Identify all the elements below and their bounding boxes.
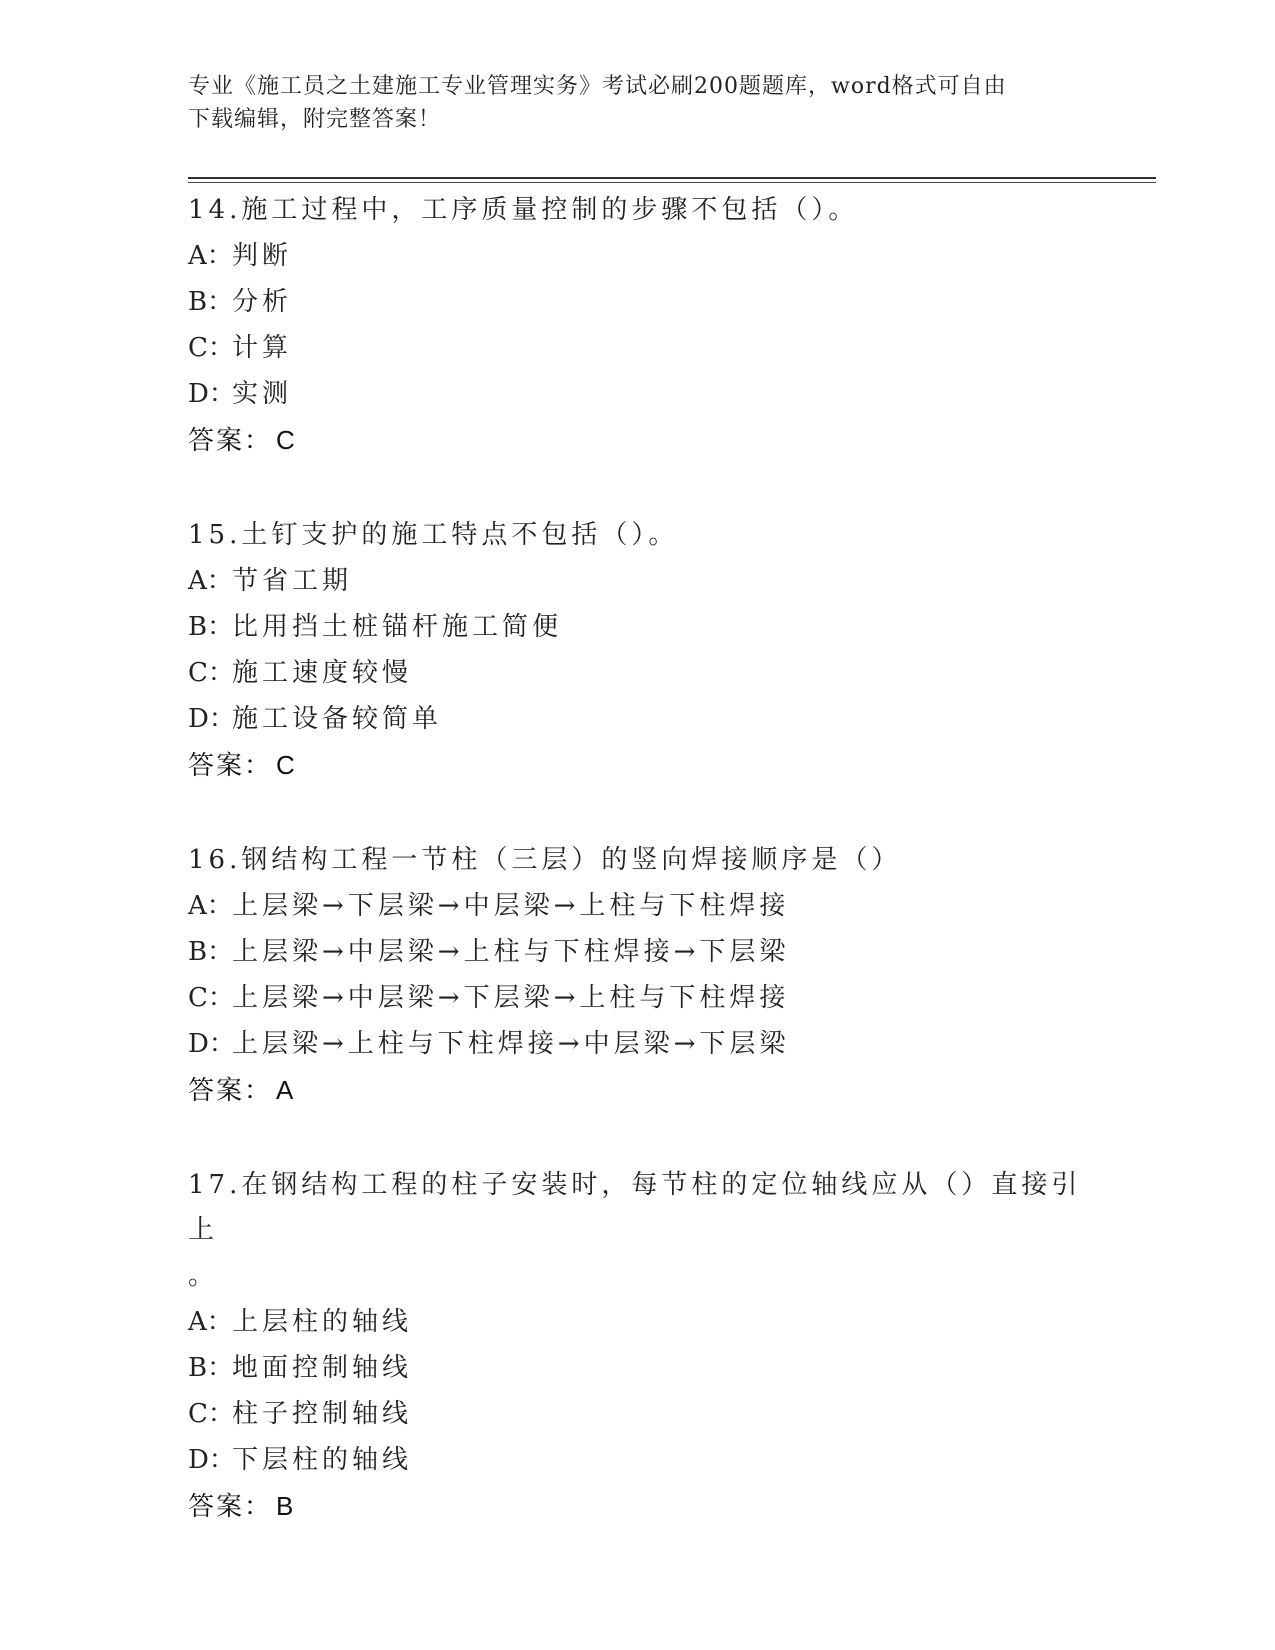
- option-d: [188, 696, 1088, 742]
- option-text: 柱子控制轴线: [232, 1399, 413, 1429]
- option-text: 地面控制轴线: [232, 1353, 413, 1383]
- option-text: 上层梁→中层梁→下层梁→上柱与下柱焊接: [232, 983, 790, 1013]
- option-key: B：: [188, 612, 234, 642]
- option-b: [188, 604, 1088, 650]
- option-key: A：: [188, 1307, 233, 1337]
- option-a: [188, 558, 1088, 604]
- option-key: C：: [188, 333, 234, 363]
- option-c: [188, 650, 1088, 696]
- option-key: A：: [188, 241, 233, 271]
- option-text: 施工设备较简单: [232, 704, 443, 734]
- option-b: [188, 279, 1088, 325]
- answer-value: C: [276, 750, 295, 780]
- option-key: A：: [188, 891, 233, 921]
- header-line-1: 专业《施工员之土建施工专业管理实务》考试必刷200题题库，word格式可自由: [188, 74, 1007, 99]
- header-divider-thick: [188, 177, 1156, 179]
- option-c: [188, 1391, 1088, 1437]
- option-d: [188, 1437, 1088, 1483]
- option-key: D：: [188, 1445, 235, 1475]
- option-d: [188, 1021, 1088, 1067]
- option-text: 判断: [232, 241, 293, 271]
- option-key: C：: [188, 1399, 234, 1429]
- header-line-2: 下载编辑，附完整答案！: [188, 107, 442, 132]
- option-text: 比用挡土桩锚杆施工简便: [232, 612, 563, 642]
- option-a: [188, 1299, 1088, 1345]
- option-c: [188, 325, 1088, 371]
- option-key: D：: [188, 1029, 235, 1059]
- option-text: 分析: [232, 287, 293, 317]
- question-list: [188, 188, 1088, 1579]
- option-text: 上层梁→下层梁→中层梁→上柱与下柱焊接: [232, 891, 790, 921]
- header-divider-thin: [188, 182, 1156, 183]
- question-17: [188, 1163, 1088, 1529]
- option-a: [188, 883, 1088, 929]
- answer-line: [188, 1483, 1088, 1529]
- answer-label: 答案：: [188, 1075, 273, 1105]
- question-stem-continuation: 。: [188, 1261, 215, 1291]
- document-header: [188, 70, 1068, 136]
- option-b: [188, 1345, 1088, 1391]
- question-stem: 14.施工过程中，工序质量控制的步骤不包括（）。: [188, 195, 859, 225]
- answer-label: 答案：: [188, 1491, 273, 1521]
- option-text: 计算: [232, 333, 293, 363]
- option-text: 施工速度较慢: [232, 658, 413, 688]
- answer-line: [188, 1067, 1088, 1113]
- answer-value: B: [276, 1491, 294, 1521]
- answer-value: C: [276, 425, 295, 455]
- question-14: [188, 188, 1088, 463]
- option-a: [188, 233, 1088, 279]
- answer-line: [188, 417, 1088, 463]
- answer-label: 答案：: [188, 425, 273, 455]
- answer-value: A: [276, 1075, 294, 1105]
- answer-line: [188, 742, 1088, 788]
- option-key: C：: [188, 658, 234, 688]
- option-text: 上层梁→上柱与下柱焊接→中层梁→下层梁: [232, 1029, 790, 1059]
- question-16: [188, 838, 1088, 1113]
- option-text: 上层柱的轴线: [232, 1307, 413, 1337]
- option-key: B：: [188, 1353, 234, 1383]
- option-text: 实测: [232, 379, 293, 409]
- question-stem: 16.钢结构工程一节柱（三层）的竖向焊接顺序是（）: [188, 845, 902, 875]
- option-text: 节省工期: [232, 566, 353, 596]
- option-key: D：: [188, 379, 235, 409]
- option-key: D：: [188, 704, 235, 734]
- option-text: 上层梁→中层梁→上柱与下柱焊接→下层梁: [232, 937, 790, 967]
- option-text: 下层柱的轴线: [232, 1445, 413, 1475]
- option-key: C：: [188, 983, 234, 1013]
- option-b: [188, 929, 1088, 975]
- option-key: A：: [188, 566, 233, 596]
- option-c: [188, 975, 1088, 1021]
- answer-label: 答案：: [188, 750, 273, 780]
- option-d: [188, 371, 1088, 417]
- option-key: B：: [188, 287, 234, 317]
- question-stem: 17.在钢结构工程的柱子安装时，每节柱的定位轴线应从（）直接引上: [188, 1170, 1082, 1245]
- question-15: [188, 513, 1088, 788]
- question-stem: 15.土钉支护的施工特点不包括（）。: [188, 520, 679, 550]
- option-key: B：: [188, 937, 234, 967]
